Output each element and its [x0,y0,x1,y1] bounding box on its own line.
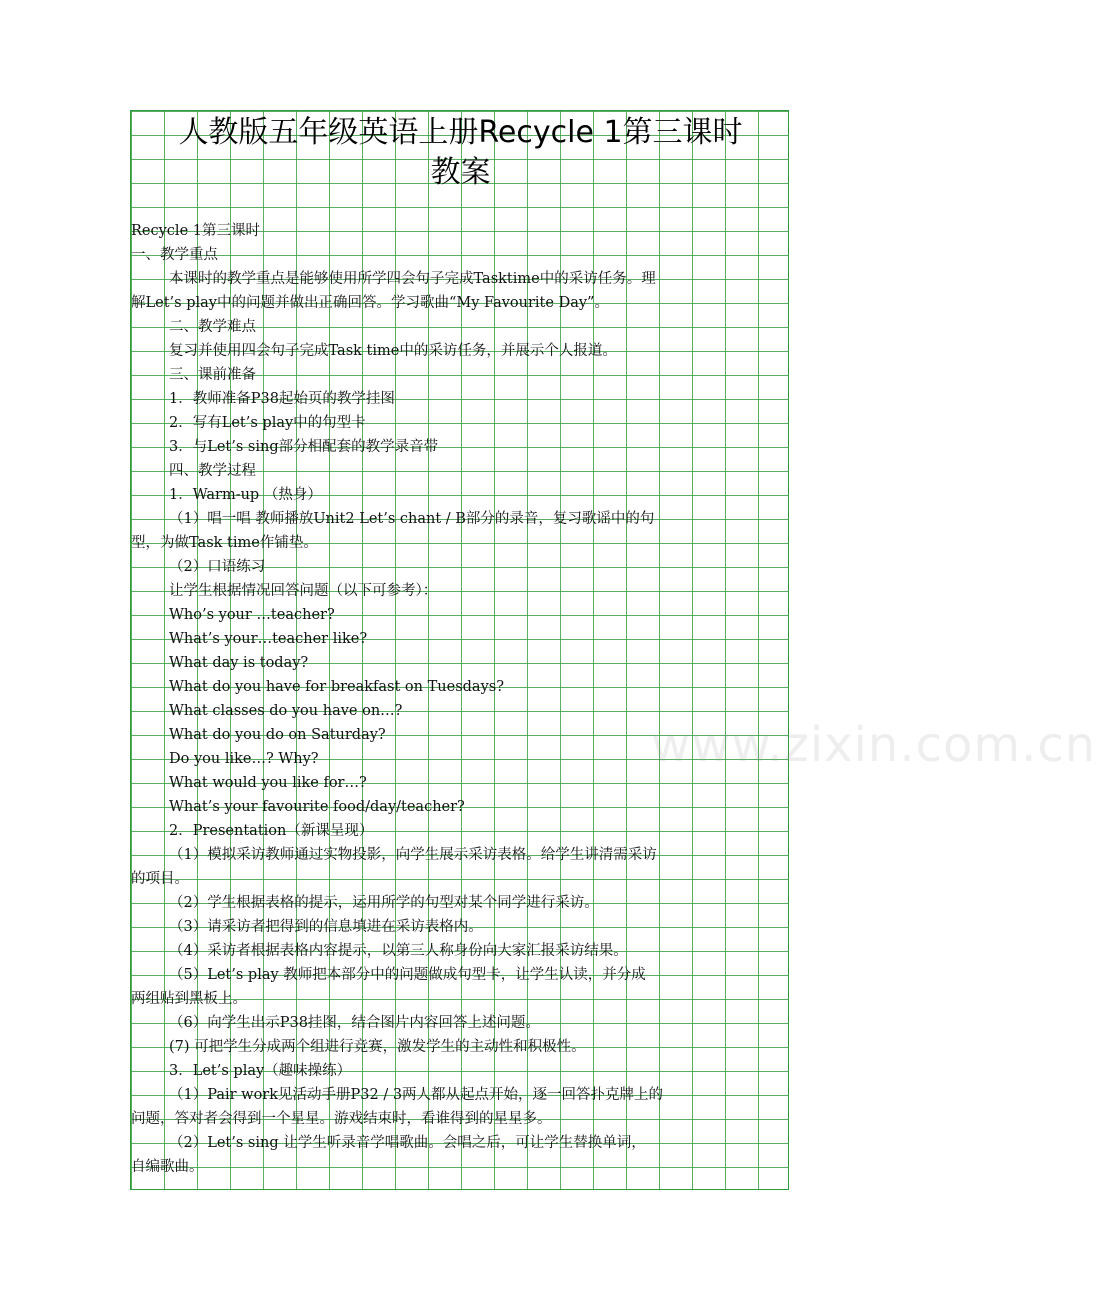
text-line: 3．与Let’s sing部分相配套的教学录音带 [169,439,439,455]
text-line: 复习并使用四会句子完成Task time中的采访任务，并展示个人报道。 [169,343,617,359]
text-line: What’s your favourite food/day/teacher? [169,799,465,815]
text-line: 三、课前准备 [169,367,256,383]
watermark: www.zixin.com.cn [651,717,1096,773]
text-line: 一、教学重点 [131,247,218,263]
text-line: Who’s your …teacher? [169,607,335,623]
text-line: 本课时的教学重点是能够使用所学四会句子完成Tasktime中的采访任务。理 [169,271,656,287]
title-line-2: 教案 [430,155,491,190]
text-line: （1）唱一唱 教师播放Unit2 Let’s chant / B部分的录音，复习歌谣中的句 [169,511,655,527]
text-line: （2）学生根据表格的提示，运用所学的句型对某个同学进行采访。 [169,895,599,911]
text-line: Do you like…? Why? [169,751,319,767]
text-line: （6）向学生出示P38挂图，结合图片内容回答上述问题。 [169,1015,540,1031]
text-line: 的项目。 [131,871,189,887]
text-line: 解Let’s play中的问题并做出正确回答。学习歌曲“My Favourite Day”。 [131,295,609,311]
text-line: 3．Let’s play（趣味操练） [169,1063,352,1079]
text-line: 二、教学难点 [169,319,256,335]
document-body [131,219,790,1179]
text-line: 1．教师准备P38起始页的教学挂图 [169,391,395,407]
text-line: （1）模拟采访教师通过实物投影，向学生展示采访表格。给学生讲清需采访 [169,847,657,863]
text-line: 两组贴到黑板上。 [131,991,247,1007]
text-line: (7) 可把学生分成两个组进行竞赛，激发学生的主动性和积极性。 [169,1039,586,1055]
text-line: 1．Warm-up （热身） [169,487,322,503]
text-line: What would you like for…? [169,775,367,791]
text-line: 2．Presentation（新课呈现） [169,823,374,839]
text-line: 四、教学过程 [169,463,256,479]
text-line: What’s your…teacher like? [169,631,368,647]
text-line: Recycle 1第三课时 [131,223,260,239]
text-line: （1）Pair work见活动手册P32 / 3两人都从起点开始，逐一回答扑克牌上的 [169,1087,664,1103]
text-line: （3）请采访者把得到的信息填进在采访表格内。 [169,919,483,935]
text-line: What classes do you have on…? [169,703,403,719]
text-line: 让学生根据情况回答问题（以下可参考）： [169,583,438,599]
text-line: （2）Let’s sing 让学生听录音学唱歌曲。会唱之后，可让学生替换单词， [169,1135,646,1151]
text-line: （2）口语练习 [169,559,266,575]
document-title [131,113,790,193]
document-page [130,110,1096,1190]
text-line: 自编歌曲。 [131,1159,204,1175]
text-line: What do you have for breakfast on Tuesdays? [169,679,504,695]
text-line: What day is today? [169,655,309,671]
title-line-1: 人教版五年级英语上册Recycle 1第三课时 [178,115,743,150]
text-line: 2．写有Let’s play中的句型卡 [169,415,366,431]
text-line: 型，为做Task time作铺垫。 [131,535,318,551]
text-line: 问题，答对者会得到一个星星。游戏结束时，看谁得到的星星多。 [131,1111,552,1127]
text-line: （5）Let’s play 教师把本部分中的问题做成句型卡，让学生认读，并分成 [169,967,646,983]
text-line: （4）采访者根据表格内容提示，以第三人称身份向大家汇报采访结果。 [169,943,628,959]
text-line: What do you do on Saturday? [169,727,386,743]
